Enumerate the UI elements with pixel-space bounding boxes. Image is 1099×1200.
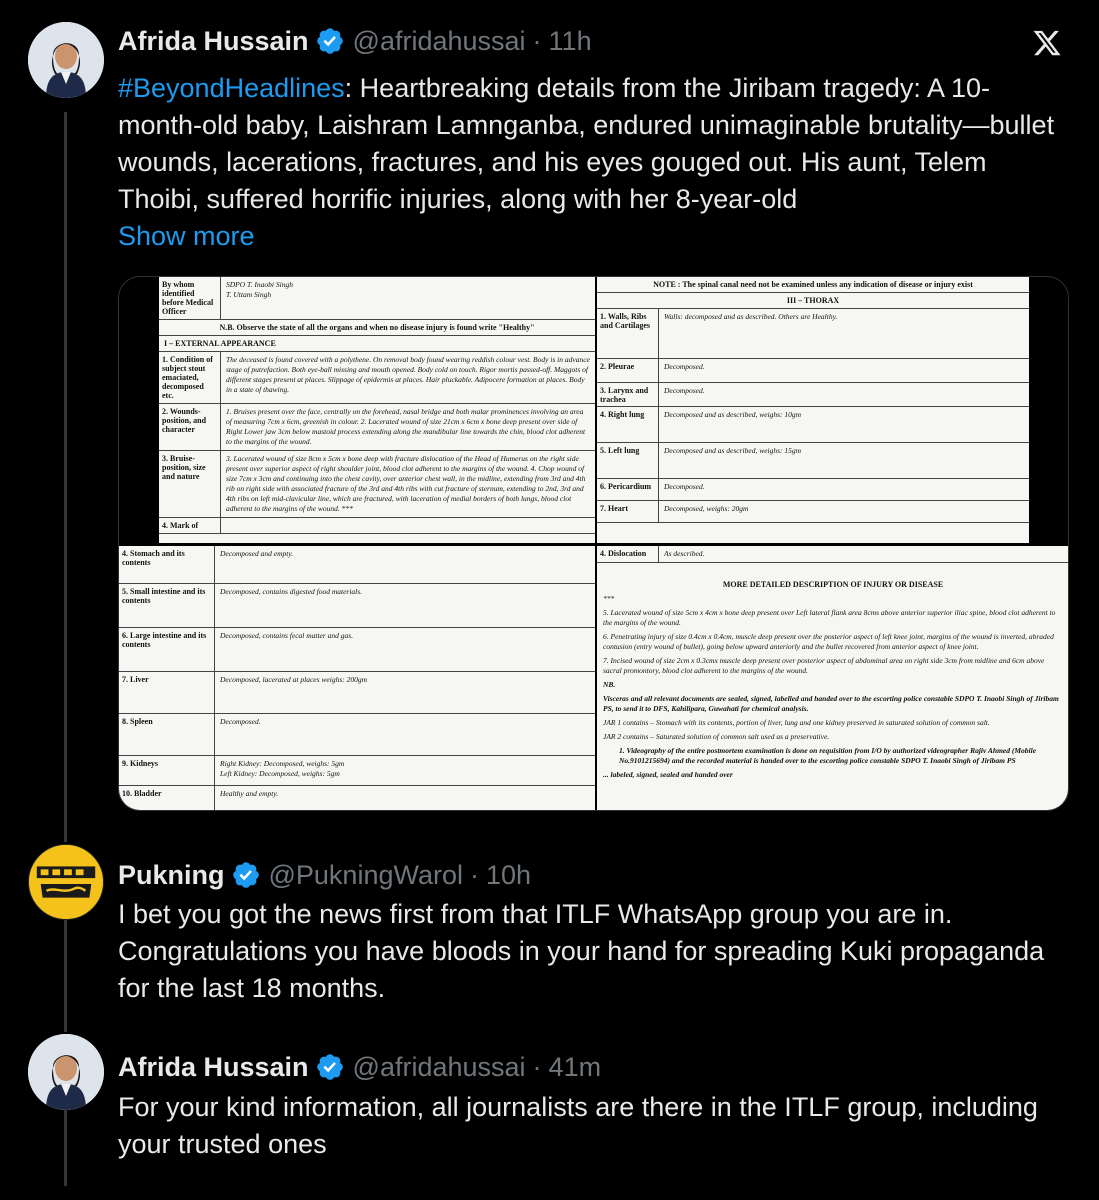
doc-paragraph: JAR 1 contains – Stomach with its contents, portion of liver, lung and one kidney preserved in saturated solution of common salt. [603,718,990,727]
timestamp[interactable]: 41m [548,1051,602,1082]
separator-dot: · [469,859,479,890]
doc-value: Decomposed and as described, weighs: 10gm [664,410,802,419]
doc-value: Decomposed, contains digested food materials. [220,587,363,596]
doc-section-title: I – EXTERNAL APPEARANCE [159,336,595,352]
separator-dot: · [532,25,542,56]
doc-value: Decomposed. [664,482,705,491]
report-page-top-left [159,277,595,543]
profile-photo-icon [28,1034,104,1110]
doc-value: Walls: decomposed and as described. Others are Healthy. [664,312,838,321]
verified-badge-icon [231,860,261,890]
doc-value: 1. Bruises present over the face, centrally on the forehead, nasal bridge and both malar prominences involving an area of measuring 7cm x 6cm, greenish in colour. 2. Lacerated wound of size 21cm x 6cm x bone deep present over side of Right Lower jaw 3cm below mastoid process extending along the mandibular line towards the chin, blood clot adherent to the margins of the wound. [226,407,586,446]
doc-note: N.B. Observe the state of all the organs and when no disease injury is found write "Healthy" [159,320,595,336]
doc-value: Decomposed, lacerated at places weighs: 200gm [220,675,368,684]
show-more-link[interactable]: Show more [118,221,255,251]
doc-paragraph: 1. Videography of the entire postmortem examination is done on requisition from I/O by authorized videographer Rajiv Ahmed (Mobile No.9101215694) and the recorded material is handed over to the escorting police constable SDPO T. Inaobi Singh of Jiribam PS [619,746,1037,765]
doc-section-title: III – THORAX [597,293,1029,309]
user-handle[interactable]: @afridahussai [352,1051,526,1082]
report-page-bottom-right [597,546,1069,811]
verified-badge-icon [315,26,345,56]
doc-label: 2. Pleurae [597,359,659,382]
doc-paragraph: *** [603,594,615,603]
timestamp[interactable]: 10h [485,859,532,890]
tweet-text [118,70,1058,218]
doc-label: 9. Kidneys [119,756,215,785]
doc-label: 4. Stomach and its contents [119,546,215,583]
doc-label: 1. Walls, Ribs and Cartilages [597,309,659,358]
doc-paragraph: NB. [603,680,616,689]
doc-value: Decomposed. [220,717,261,726]
user-handle[interactable]: @afridahussai [352,25,526,56]
doc-label: 6. Large intestine and its contents [119,628,215,671]
hashtag-link[interactable]: #BeyondHeadlines [118,73,345,103]
doc-value: Decomposed, weighs: 20gm [664,504,749,513]
doc-label: 6. Pericardium [597,479,659,500]
thread-line [64,920,67,1032]
tweet-header [118,855,531,895]
doc-label: 3. Bruise-position, size and nature [159,451,221,517]
doc-label: 3. Larynx and trachea [597,383,659,406]
tweet-body: : Heartbreaking details from the Jiribam tragedy: A 10-month-old baby, Laishram Lamnganba, endured unimaginable brutality—bullet wounds, lacerations, fractures, and his eyes gouged out. His aunt, Telem Thoibi, suffered horrific injuries, along with her 8-year-old [118,73,1055,214]
doc-label: 4. Dislocation [597,546,659,562]
doc-label: 2. Wounds-position, and character [159,404,221,450]
avatar[interactable] [28,1034,104,1110]
report-page-top-right [597,277,1029,543]
verified-badge-icon [315,1052,345,1082]
display-name[interactable]: Pukning [118,859,225,890]
tweet-text: For your kind information, all journalists are there in the ITLF group, including your trusted ones [118,1092,1038,1159]
timestamp[interactable]: 11h [548,25,592,56]
doc-paragraph: ... labeled, signed, sealed and handed over [603,770,733,779]
doc-label: 7. Liver [119,672,215,713]
doc-value: Decomposed. [664,362,705,371]
doc-value: 3. Lacerated wound of size 8cm x 5cm x bone deep with fracture dislocation of the Head of Humerus on the right side present over superior aspect of right shoulder joint, blood clot adherent to the margins of the wound. 4. Chop wound of size 7cm x 3cm and continuing into the chest cavity, over anterior chest wall, in the midline, extending from 3rd and 4th rib on right side with associated fracture of the 3rd and 4th ribs with cut fracture of sternum, extending to 2nd, 3rd and 4th ribs on left mid-clavicular line, which are fractured, with laceration of medial borders of both lungs, blood clot adherent to the margins of the wound. *** [226,454,586,513]
doc-label: 10. Bladder [119,786,215,811]
tweet-header [118,1047,601,1087]
display-name[interactable]: Afrida Hussain [118,1051,309,1082]
doc-paragraph: 7. Incised wound of size 2cm x 0.3cmx muscle deep present over posterior aspect of abdominal area on right side 3cm from midline and 6cm above sacral promontory, blood clot adherent to the margins of the wound. [603,656,1045,675]
doc-paragraph: JAR 2 contains – Saturated solution of common salt used as a preservative. [603,732,830,741]
doc-value: As described. [664,549,705,558]
doc-section-title: MORE DETAILED DESCRIPTION OF INJURY OR DISEASE [722,580,944,589]
doc-value: Decomposed, contains fecal matter and gas. [220,631,354,640]
profile-photo-icon [28,22,104,98]
report-page-bottom-left [119,546,595,811]
tweet-header [118,21,592,61]
doc-paragraph: 5. Lacerated wound of size 5cm x 4cm x bone deep present over Left lateral flank area 8cms above anterior superior iliac spine, blood clot adherent to the margins of the wound. [603,608,1056,627]
display-name[interactable]: Afrida Hussain [118,25,309,56]
doc-value: Right Kidney: Decomposed, weighs: 5gm Left Kidney: Decomposed, weighs: 5gm [220,759,345,778]
doc-label: 8. Spleen [119,714,215,755]
avatar[interactable] [28,22,104,98]
doc-value: Decomposed and empty. [220,549,294,558]
doc-label: 1. Condition of subject stout emaciated, decomposed etc. [159,352,221,403]
user-handle[interactable]: @PukningWarol [268,859,463,890]
doc-label: 5. Small intestine and its contents [119,584,215,627]
doc-value: Healthy and empty. [220,789,279,798]
doc-value: The deceased is found covered with a polythene. On removal body found wearing reddish colour vest. Body is in advance stage of putrefaction. Both eye-ball missing and mouth opened. Body cold on touch. Rigor mortis passed-off. Maggots of different stages present at places. Slippage of epidermis at places. Hair pluckable. Adipocere formation at places. Body in a state of thawing. [226,355,590,394]
avatar[interactable] [28,844,104,920]
doc-note: NOTE : The spinal canal need not be examined unless any indication of disease or injury exist [597,277,1029,293]
doc-label: 4. Right lung [597,407,659,442]
thread-line [64,1110,67,1186]
doc-value: Decomposed. [664,386,705,395]
separator-dot: · [532,1051,542,1082]
x-logo-icon[interactable] [1032,28,1062,58]
doc-paragraph: 6. Penetrating injury of size 0.4cm x 0.4cm, muscle deep present over the posterior aspect of left knee joint, margins of the wound is inverted, abraded contusion (entry wound of bullet), going below upward anteriorly and the bullet recovered from anterior aspect of knee joint. [603,632,1054,651]
thread-line [64,112,67,842]
doc-label: 5. Left lung [597,443,659,478]
doc-label: 4. Mark of [159,518,221,533]
doc-label: 7. Heart [597,501,659,522]
doc-paragraph: Visceras and all relevant documents are sealed, signed, labelled and handed over to the escorting police constable SDPO T. Inaobi Singh of Jiribam PS, to send it to DFS, Kahilipara, Guwahati for chemical analysis. [603,694,1059,713]
doc-value: SDPO T. Inaobi Singh T. Uttam Singh [226,280,293,299]
attached-image[interactable] [118,276,1069,811]
doc-label: By whom identified before Medical Officer [159,277,221,319]
pukning-logo-icon [29,845,103,919]
doc-value: Decomposed and as described, weighs: 15gm [664,446,802,455]
tweet-text: I bet you got the news first from that ITLF WhatsApp group you are in. Congratulations you have bloods in your hand for spreading Kuki propaganda for the last 18 months. [118,899,1045,1003]
